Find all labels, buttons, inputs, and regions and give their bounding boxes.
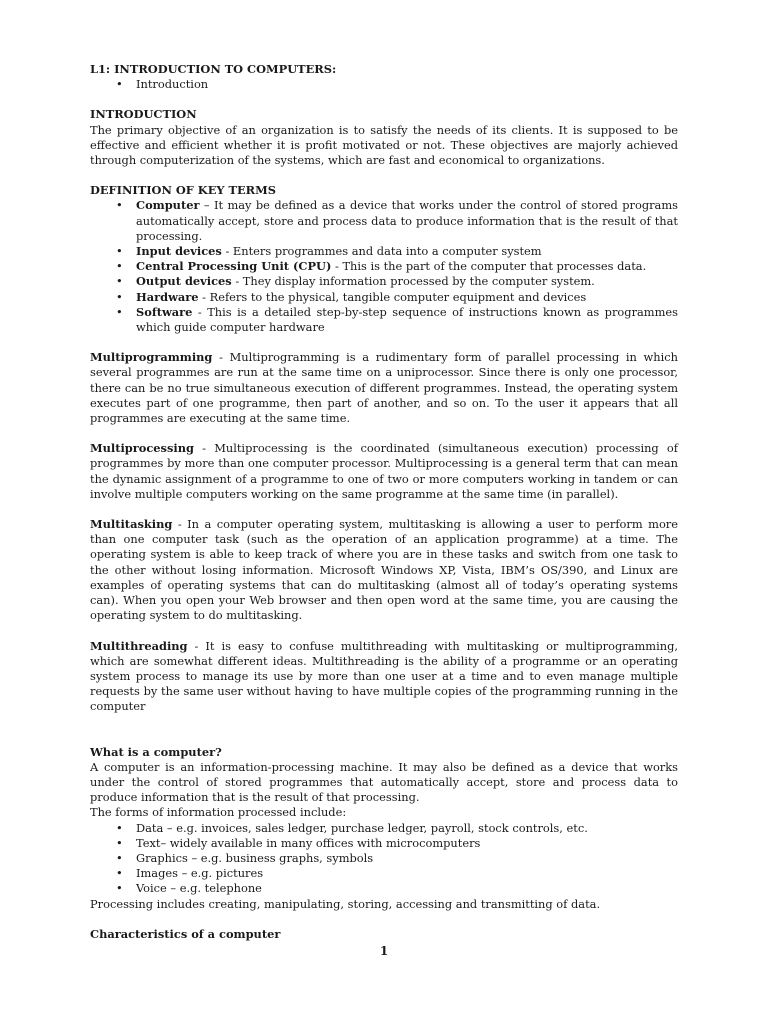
forms-item: • Images – e.g. pictures	[90, 866, 678, 881]
what-is-computer-text: A computer is an information-processing machine. It may also be defined as a device that works under the control of stored programmes that automatically accept, store and process data to produce information that is the result of that processing.	[90, 759, 678, 805]
page-number: 1	[379, 944, 389, 958]
definition-item	[90, 274, 678, 289]
multiprocessing-paragraph	[90, 441, 678, 502]
introduction-heading: INTRODUCTION	[90, 107, 197, 122]
multiprogramming-paragraph	[90, 350, 678, 426]
doc-title: L1: INTRODUCTION TO COMPUTERS:	[90, 62, 337, 76]
definition-term: Central Processing Unit (CPU)	[136, 259, 332, 274]
definitions-heading: DEFINITION OF KEY TERMS	[90, 183, 276, 198]
introduction-text: The primary objective of an organization is to satisfy the needs of its clients. It is supposed to be effective and efficient whether it is profit motivated or not. These objectives are majorly achieved through computerization of the systems, which are fast and economical to organizations.	[90, 122, 678, 168]
definition-item	[90, 305, 678, 335]
definition-desc: - This is the part of the computer that processes data.	[331, 259, 647, 274]
toc-list	[90, 77, 678, 92]
document-page	[90, 62, 678, 942]
multitasking-term: Multitasking	[90, 517, 173, 532]
definition-term: Output devices	[136, 274, 232, 289]
multithreading-text: - It is easy to confuse multithreading with multitasking or multiprogramming, which are somewhat different ideas. Multithreading is the ability of a programme or an operating system process to manage its use by more than one user at a time and to even manage multiple requests by the same user without having to have multiple copies of the programming running in the computer	[90, 638, 678, 714]
multithreading-paragraph	[90, 639, 678, 715]
forms-item: • Voice – e.g. telephone	[90, 881, 678, 896]
definition-desc: - Enters programmes and data into a computer system	[221, 244, 542, 259]
forms-intro: The forms of information processed include:	[90, 805, 347, 820]
definition-desc: - They display information processed by the computer system.	[231, 274, 595, 289]
multiprogramming-text: - Multiprogramming is a rudimentary form of parallel processing in which several programmes are run at the same time on a uniprocessor. Since there is only one processor, there can be no true simultaneous execution of different programmes. Instead, the operating system executes part of one programme, then part of another, and so on. To the user it appears that all programmes are executing at the same time.	[90, 350, 678, 426]
characteristics-heading: Characteristics of a computer	[90, 926, 281, 941]
multiprogramming-term: Multiprogramming	[90, 350, 213, 365]
definition-item	[90, 290, 678, 305]
what-is-computer-heading: What is a computer?	[90, 744, 222, 759]
forms-item: • Text– widely available in many offices with microcomputers	[90, 836, 678, 851]
forms-item: • Graphics – e.g. business graphs, symbols	[90, 851, 678, 866]
definition-item	[90, 259, 678, 274]
definitions-list	[90, 198, 678, 335]
definition-desc: - Refers to the physical, tangible computer equipment and devices	[198, 289, 587, 304]
definition-item	[90, 244, 678, 259]
definition-item	[90, 198, 678, 244]
definition-desc: - This is a detailed step-by-step sequence of instructions known as programmes which guide computer hardware	[136, 304, 678, 335]
multiprocessing-text: - Multiprocessing is the coordinated (simultaneous execution) processing of programmes by more than one computer processor. Multiprocessing is a general term that can mean the dynamic assignment of a programme to one of two or more computers working in tandem or can involve multiple computers working on the same programme at the same time (in parallel).	[90, 441, 678, 501]
definition-term: Hardware	[136, 289, 199, 304]
multiprocessing-term: Multiprocessing	[90, 441, 194, 456]
definition-term: Software	[136, 304, 193, 319]
multitasking-paragraph	[90, 517, 678, 623]
definition-term: Input devices	[136, 244, 222, 259]
definition-term: Computer	[136, 198, 200, 213]
multitasking-text: - In a computer operating system, multitasking is allowing a user to perform more than one computer task (such as the operation of an application programme) at a time. The operating system is able to keep track of where you are in these tasks and switch from one task to the other without losing information. Microsoft Windows XP, Vista, IBM’s OS/390, and Linux are examples of operating systems that can do multitasking (almost all of today’s operating systems can). When you open your Web browser and then open word at the same time, you are causing the operating system to do multitasking.	[90, 517, 678, 623]
definition-desc: – It may be defined as a device that works under the control of stored programs automatically accept, store and process data to produce information that is the result of that processing.	[136, 198, 678, 243]
forms-list	[90, 821, 678, 897]
forms-item: • Data – e.g. invoices, sales ledger, purchase ledger, payroll, stock controls, etc.	[90, 821, 678, 836]
toc-item: • Introduction	[90, 77, 678, 92]
multithreading-term: Multithreading	[90, 638, 188, 653]
processing-closing: Processing includes creating, manipulating, storing, accessing and transmitting of data.	[90, 896, 601, 911]
